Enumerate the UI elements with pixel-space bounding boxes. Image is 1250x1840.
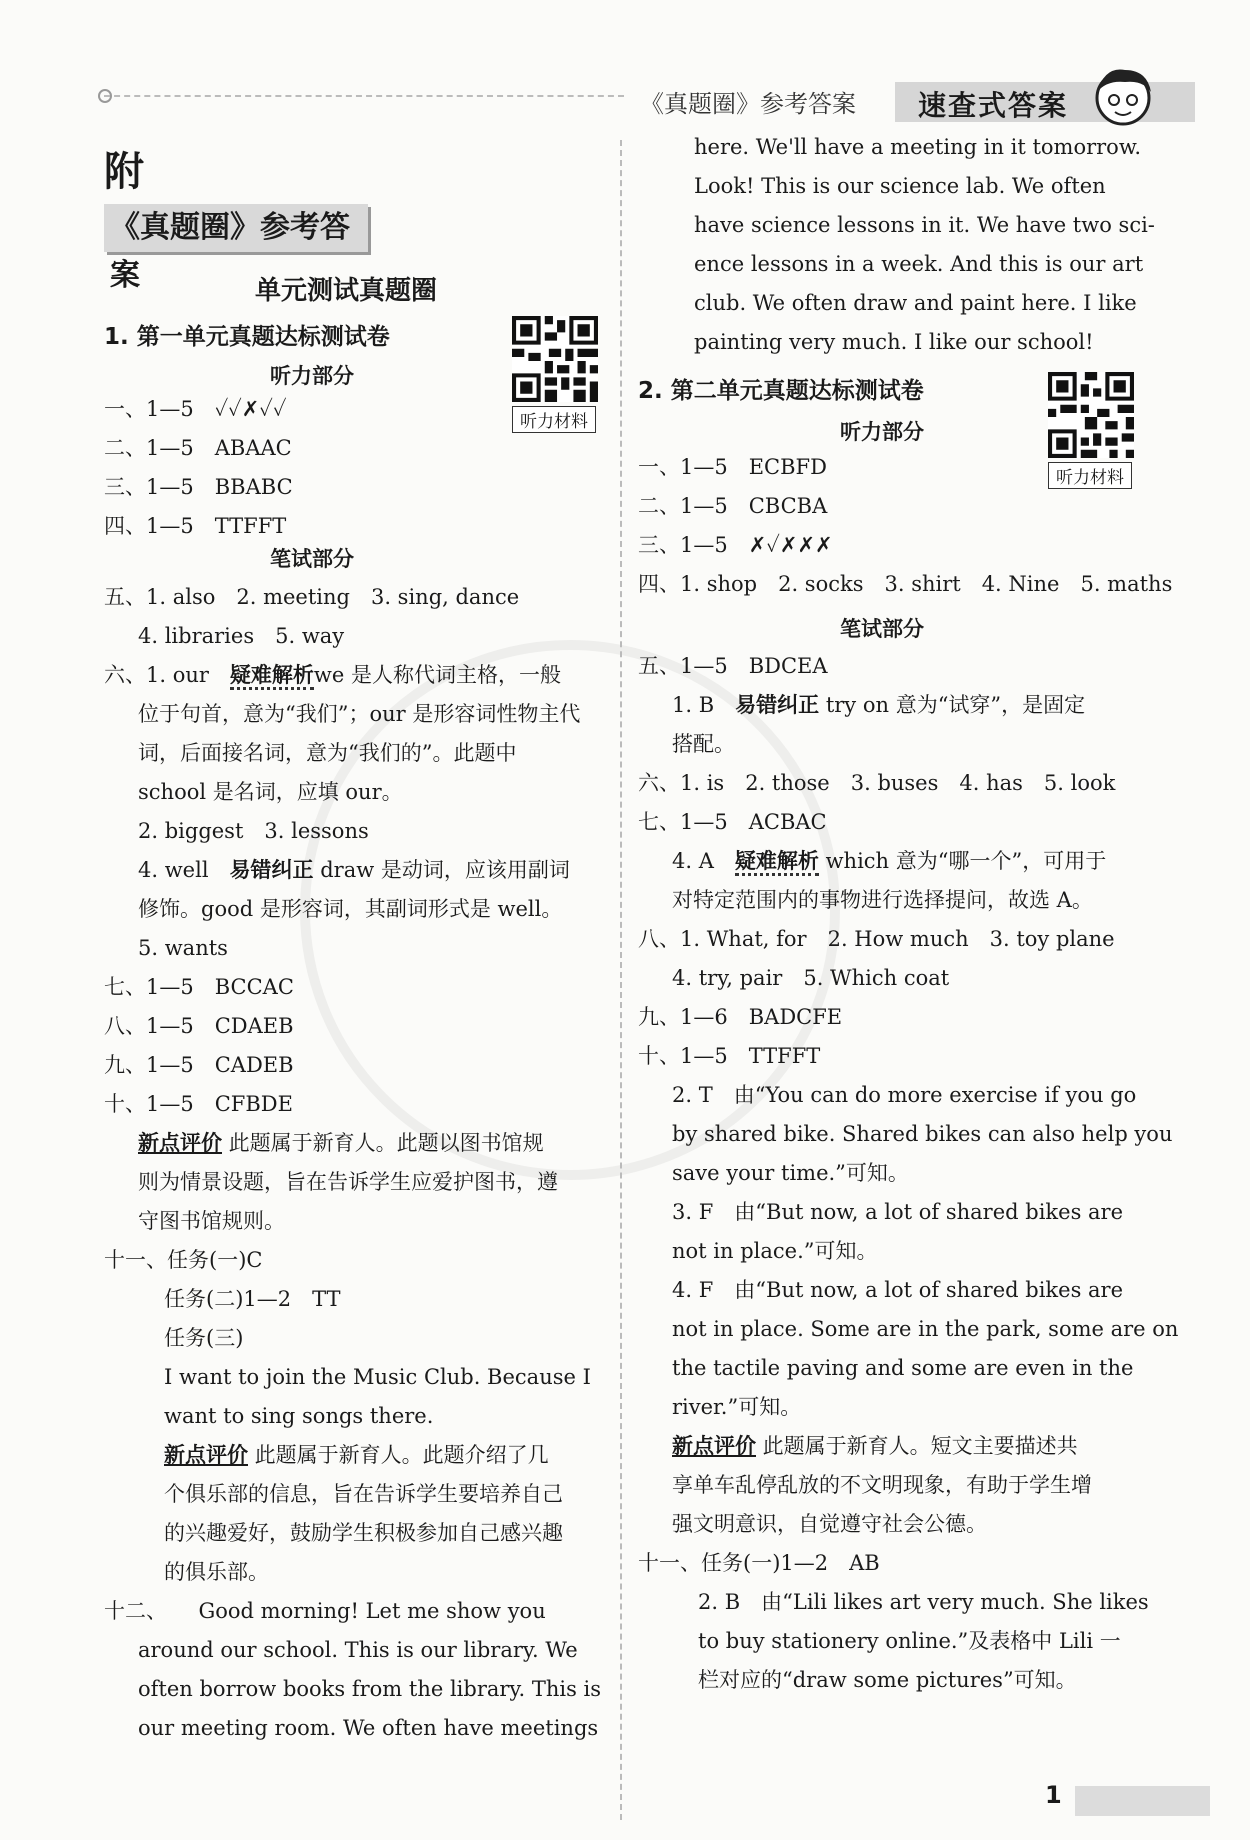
- unit2-writing-answers: [638, 647, 1198, 1700]
- answer-line: 4. try, pair 5. Which coat: [672, 966, 950, 990]
- answer-text: 此题属于新育人。短文主要描述共: [756, 1434, 1078, 1458]
- answer-line: I want to join the Music Club. Because I: [164, 1365, 591, 1389]
- answer-line: 则为情景设题，旨在告诉学生应爱护图书，遵: [138, 1170, 558, 1194]
- appendix-mark: 附: [104, 149, 144, 195]
- tag-difficult: 疑难解析: [230, 663, 314, 690]
- answer-line: 5. wants: [138, 936, 228, 960]
- answer-line: 任务(二)1—2 TT: [164, 1287, 341, 1311]
- answer-line: 一、1—5 ✓✓✗✓✓: [104, 397, 287, 421]
- answer-line: 十一、任务(一)C: [104, 1248, 263, 1272]
- answer-line: 十一、任务(一)1—2 AB: [638, 1551, 880, 1575]
- mascot-icon: [1085, 58, 1161, 134]
- answer-prefix: 4. A: [672, 849, 735, 873]
- answer-text: we 是人称代词主格，一般: [313, 663, 561, 687]
- answer-line: 五、1. also 2. meeting 3. sing, dance: [104, 585, 520, 609]
- answer-line: 六、1. is 2. those 3. buses 4. has 5. look: [638, 771, 1116, 795]
- unit2-writing-heading: 笔试部分: [840, 617, 924, 641]
- answer-line: [638, 1427, 1198, 1466]
- answer-line: to buy stationery online.”及表格中 Lili 一: [698, 1629, 1121, 1653]
- answer-line: 七、1—5 BCCAC: [104, 975, 294, 999]
- answer-line: [104, 656, 614, 695]
- answer-line: 4. F 由“But now, a lot of shared bikes are: [672, 1278, 1124, 1302]
- section-title: 《真题圈》参考答案: [104, 204, 368, 252]
- answer-line: [638, 686, 1198, 725]
- page-number-band: [1075, 1786, 1210, 1816]
- answer-prefix: 1. B: [672, 693, 736, 717]
- answer-line: around our school. This is our library. We: [138, 1638, 578, 1662]
- answer-line: by shared bike. Shared bikes can also help you: [672, 1122, 1173, 1146]
- answer-line: 三、1—5 BBABC: [104, 475, 293, 499]
- answer-line: have science lessons in it. We have two sci-: [694, 213, 1155, 237]
- answer-line: 3. F 由“But now, a lot of shared bikes are: [672, 1200, 1124, 1224]
- answer-line: 十二、 Good morning! Let me show you: [104, 1599, 546, 1623]
- answer-line: 九、1—6 BADCFE: [638, 1005, 843, 1029]
- unit1-title: 1. 第一单元真题达标测试卷: [104, 324, 390, 350]
- qr-label: 听力材料: [1048, 462, 1132, 489]
- answer-line: [104, 1124, 614, 1163]
- answer-line: 位于句首，意为“我们”；our 是形容词性物主代: [138, 702, 581, 726]
- answer-line: 八、1. What, for 2. How much 3. toy plane: [638, 927, 1115, 951]
- answer-line: 四、1—5 TTFFT: [104, 514, 287, 538]
- answer-line: 五、1—5 BDCEA: [638, 654, 828, 678]
- answer-text: which 意为“哪一个”，可用于: [818, 849, 1107, 873]
- answer-prefix: 4. well: [138, 858, 230, 882]
- answer-line: 九、1—5 CADEB: [104, 1053, 294, 1077]
- answer-line: [104, 1436, 614, 1475]
- answer-line: the tactile paving and some are even in the: [672, 1356, 1134, 1380]
- unit1-writing-heading: 笔试部分: [270, 547, 354, 571]
- unit1-writing-answers: [104, 578, 614, 1748]
- tag-evaluation: 新点评价: [138, 1131, 222, 1155]
- answer-line: 三、1—5 ✗✓✗✗✗: [638, 533, 833, 557]
- answer-line: [104, 851, 614, 890]
- answer-line: school 是名词，应填 our。: [138, 780, 403, 804]
- answer-line: [638, 842, 1198, 881]
- answer-line: 八、1—5 CDAEB: [104, 1014, 294, 1038]
- answer-text: try on 意为“试穿”，是固定: [819, 693, 1086, 717]
- header-label: 速查式答案: [918, 89, 1069, 122]
- answer-line: not in place. Some are in the park, some are on: [672, 1317, 1179, 1341]
- tag-evaluation: 新点评价: [672, 1434, 756, 1458]
- answer-line: 强文明意识，自觉遵守社会公德。: [672, 1512, 987, 1536]
- answer-line: 2. T 由“You can do more exercise if you go: [672, 1083, 1137, 1107]
- unit1-listening-heading: 听力部分: [270, 364, 354, 388]
- tag-difficult: 疑难解析: [735, 849, 819, 876]
- answer-prefix: 六、1. our: [104, 663, 230, 687]
- qr-label: 听力材料: [512, 406, 596, 433]
- answer-line: 对特定范围内的事物进行选择提问，故选 A。: [672, 888, 1093, 912]
- answer-line: 任务(三): [164, 1326, 244, 1350]
- answer-line: club. We often draw and paint here. I like: [694, 291, 1137, 315]
- header-rule: [104, 95, 624, 97]
- answer-line: Look! This is our science lab. We often: [694, 174, 1106, 198]
- answer-line: 享单车乱停乱放的不文明现象，有助于学生增: [672, 1473, 1092, 1497]
- column-divider: [620, 140, 622, 1820]
- answer-line: 七、1—5 ACBAC: [638, 810, 827, 834]
- answer-line: often borrow books from the library. This is: [138, 1677, 602, 1701]
- answer-line: want to sing songs there.: [164, 1404, 434, 1428]
- answer-line: 搭配。: [672, 732, 735, 756]
- answer-line: 十、1—5 CFBDE: [104, 1092, 293, 1116]
- answer-line: here. We'll have a meeting in it tomorrow.: [694, 135, 1141, 159]
- tag-evaluation: 新点评价: [164, 1443, 248, 1467]
- answer-line: 修饰。good 是形容词，其副词形式是 well。: [138, 897, 563, 921]
- answer-line: 4. libraries 5. way: [138, 624, 345, 648]
- answer-line: ence lessons in a week. And this is our art: [694, 252, 1144, 276]
- answer-line: 一、1—5 ECBFD: [638, 455, 827, 479]
- qr-code-icon: [1048, 372, 1134, 458]
- unit2-listening-answers: [638, 448, 1198, 604]
- answer-line: river.”可知。: [672, 1395, 802, 1419]
- page-number: 1: [1045, 1781, 1062, 1809]
- header-title: 《真题圈》参考答案: [640, 90, 856, 118]
- answer-text: 此题属于新育人。此题以图书馆规: [222, 1131, 544, 1155]
- answer-line: 十、1—5 TTFFT: [638, 1044, 821, 1068]
- answer-line: save your time.”可知。: [672, 1161, 909, 1185]
- unit2-title: 2. 第二单元真题达标测试卷: [638, 378, 924, 404]
- answer-line: 2. B 由“Lili likes art very much. She likes: [698, 1590, 1149, 1614]
- answer-line: 个俱乐部的信息，旨在告诉学生要培养自己: [164, 1482, 563, 1506]
- answer-line: 词，后面接名词，意为“我们的”。此题中: [138, 741, 517, 765]
- transcript-continued: [694, 128, 1194, 362]
- tag-correction: 易错纠正: [735, 693, 820, 717]
- answer-line: 2. biggest 3. lessons: [138, 819, 369, 843]
- tag-correction: 易错纠正: [229, 858, 314, 882]
- unit1-listening-answers: [104, 390, 604, 546]
- answer-line: painting very much. I like our school!: [694, 330, 1094, 354]
- answer-text: 此题属于新育人。此题介绍了几: [248, 1443, 549, 1467]
- answer-line: our meeting room. We often have meetings: [138, 1716, 599, 1740]
- answer-line: 栏对应的“draw some pictures”可知。: [698, 1668, 1077, 1692]
- answer-line: not in place.”可知。: [672, 1239, 878, 1263]
- center-heading: 单元测试真题圈: [254, 276, 437, 306]
- answer-line: 四、1. shop 2. socks 3. shirt 4. Nine 5. maths: [638, 572, 1173, 596]
- answer-text: draw 是动词，应该用副词: [313, 858, 570, 882]
- unit2-listening-heading: 听力部分: [840, 420, 924, 444]
- answer-line: 二、1—5 CBCBA: [638, 494, 828, 518]
- answer-line: 的兴趣爱好，鼓励学生积极参加自己感兴趣: [164, 1521, 563, 1545]
- answer-line: 二、1—5 ABAAC: [104, 436, 292, 460]
- answer-line: 守图书馆规则。: [138, 1209, 285, 1233]
- answer-line: 的俱乐部。: [164, 1560, 269, 1584]
